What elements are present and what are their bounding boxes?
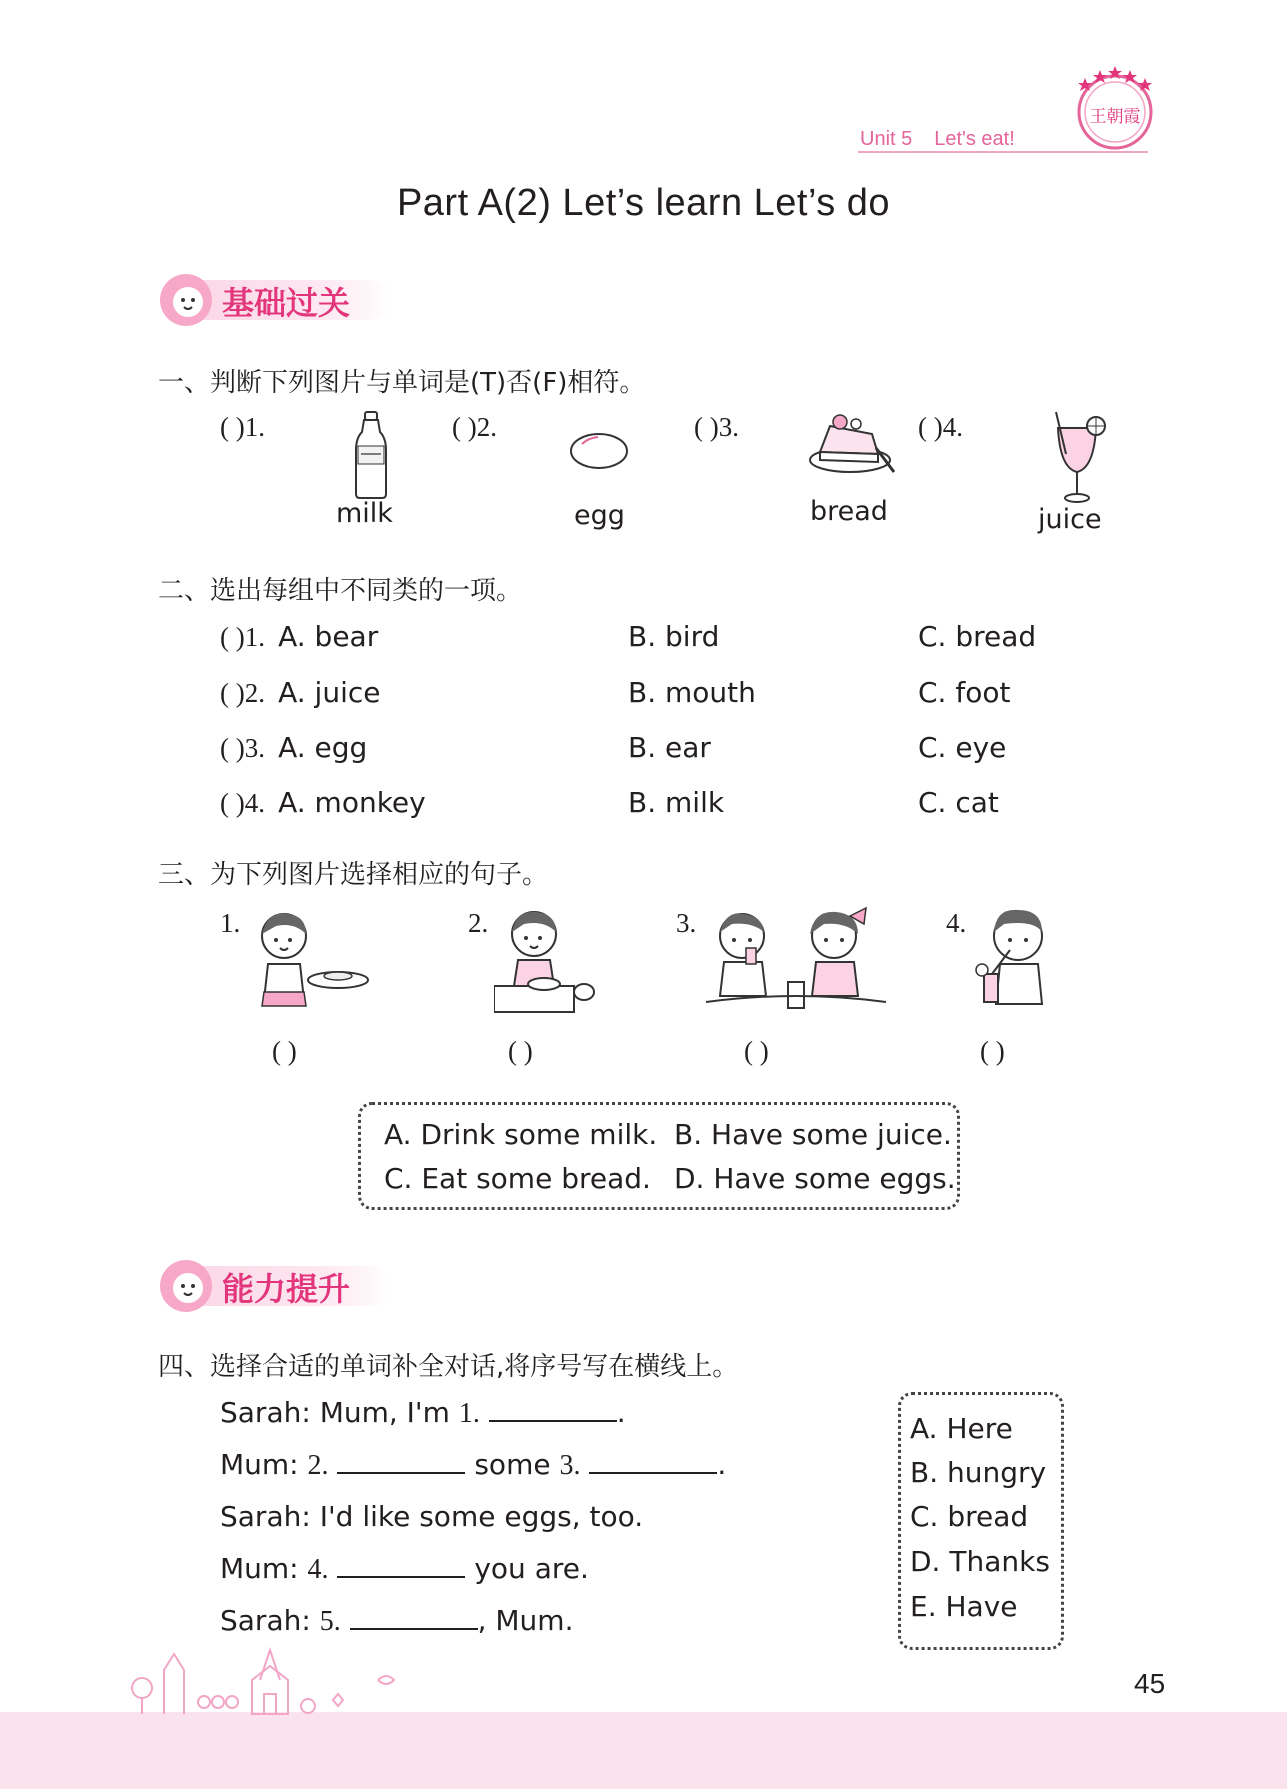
q3-pic-4-number: 4. xyxy=(946,908,967,938)
unit-label: Unit 5 xyxy=(860,128,913,150)
q1-item-2-number: ( )2. xyxy=(452,412,497,442)
q1-item-3-number: ( )3. xyxy=(694,412,739,442)
q2-heading: 二、选出每组中不同类的一项。 xyxy=(158,576,523,606)
cake-icon xyxy=(806,408,898,484)
page-title: Part A(2) Let’s learn Let’s do xyxy=(396,182,891,224)
blank-3[interactable] xyxy=(589,1448,717,1474)
publisher-logo xyxy=(1072,60,1158,156)
q4-choice-a: A. Here xyxy=(910,1412,1013,1445)
q4-choice-d: D. Thanks xyxy=(910,1545,1050,1578)
dialogue-line-3: Sarah: I'd like some eggs, too. xyxy=(220,1500,644,1533)
castle-decoration-icon xyxy=(128,1640,418,1724)
page-number: 45 xyxy=(1134,1668,1166,1699)
boy-drinking-juice-icon xyxy=(974,904,1054,1020)
dialogue-line-2: Mum: 2. some 3. . xyxy=(220,1448,727,1481)
q4-choice-b: B. hungry xyxy=(910,1456,1047,1489)
q3-option-a: A. Drink some milk. xyxy=(384,1118,658,1151)
q1-item-4-number: ( )4. xyxy=(918,412,963,442)
girl-eating-eggs-icon xyxy=(494,906,604,1022)
q3-pic-4-answer: ( ) xyxy=(980,1036,1005,1066)
q2-row-2-c: C. foot xyxy=(918,676,1011,709)
q3-pic-3-answer: ( ) xyxy=(744,1036,769,1066)
q2-row-4-b: B. milk xyxy=(628,786,725,819)
q3-pic-1-number: 1. xyxy=(220,908,241,938)
q3-pic-2-number: 2. xyxy=(468,908,489,938)
children-drinking-milk-icon xyxy=(706,906,886,1022)
q2-row-2: ( )2. A. juice xyxy=(220,676,381,709)
unit-title: Let's eat! xyxy=(934,128,1015,150)
blank-4[interactable] xyxy=(337,1552,465,1578)
section-banner-advanced xyxy=(160,1260,400,1308)
q2-row-1-c: C. bread xyxy=(918,620,1037,653)
q2-row-4: ( )4. A. monkey xyxy=(220,786,426,819)
section-title-basic: 基础过关 xyxy=(222,284,351,322)
dialogue-line-1: Sarah: Mum, I'm 1. . xyxy=(220,1396,626,1429)
q2-row-3-b: B. ear xyxy=(628,731,711,764)
q3-pic-2-answer: ( ) xyxy=(508,1036,533,1066)
section-banner-basic xyxy=(160,274,400,322)
q3-pic-1-answer: ( ) xyxy=(272,1036,297,1066)
logo-text: 王朝霞 xyxy=(1089,107,1141,127)
q2-row-4-c: C. cat xyxy=(918,786,999,819)
q3-pic-3-number: 3. xyxy=(676,908,697,938)
girl-with-bread-plate-icon xyxy=(254,908,374,1022)
q1-heading: 一、判断下列图片与单词是(T)否(F)相符。 xyxy=(158,368,646,398)
q2-row-1: ( )1. A. bear xyxy=(220,620,379,653)
q2-row-1-b: B. bird xyxy=(628,620,720,653)
dialogue-line-4: Mum: 4. you are. xyxy=(220,1552,589,1585)
q2-row-3-c: C. eye xyxy=(918,731,1007,764)
unit-header xyxy=(860,128,1037,151)
q1-word-3: bread xyxy=(810,496,888,527)
q3-option-b: B. Have some juice. xyxy=(674,1118,952,1151)
q2-row-3: ( )3. A. egg xyxy=(220,731,368,764)
dialogue-line-5: Sarah: 5. , Mum. xyxy=(220,1604,574,1637)
q4-heading: 四、选择合适的单词补全对话,将序号写在横线上。 xyxy=(158,1352,739,1382)
q1-word-4: juice xyxy=(1038,504,1102,535)
water-bottle-icon xyxy=(352,410,390,504)
q3-heading: 三、为下列图片选择相应的句子。 xyxy=(158,860,549,890)
section-title-advanced: 能力提升 xyxy=(222,1270,351,1308)
blank-1[interactable] xyxy=(489,1396,617,1422)
egg-icon xyxy=(568,430,630,476)
blank-2[interactable] xyxy=(337,1448,465,1474)
cartoon-face-icon xyxy=(160,274,212,326)
q4-choice-c: C. bread xyxy=(910,1500,1029,1533)
q2-row-2-b: B. mouth xyxy=(628,676,756,709)
q1-word-2: egg xyxy=(574,500,625,531)
q3-option-c: C. Eat some bread. xyxy=(384,1162,651,1195)
juice-glass-icon xyxy=(1050,410,1108,510)
cartoon-face-icon xyxy=(160,1260,212,1312)
q3-option-d: D. Have some eggs. xyxy=(674,1162,956,1195)
q1-word-1: milk xyxy=(336,498,393,529)
q1-item-1-number: ( )1. xyxy=(220,412,265,442)
blank-5[interactable] xyxy=(350,1604,478,1630)
q4-choice-e: E. Have xyxy=(910,1590,1018,1623)
